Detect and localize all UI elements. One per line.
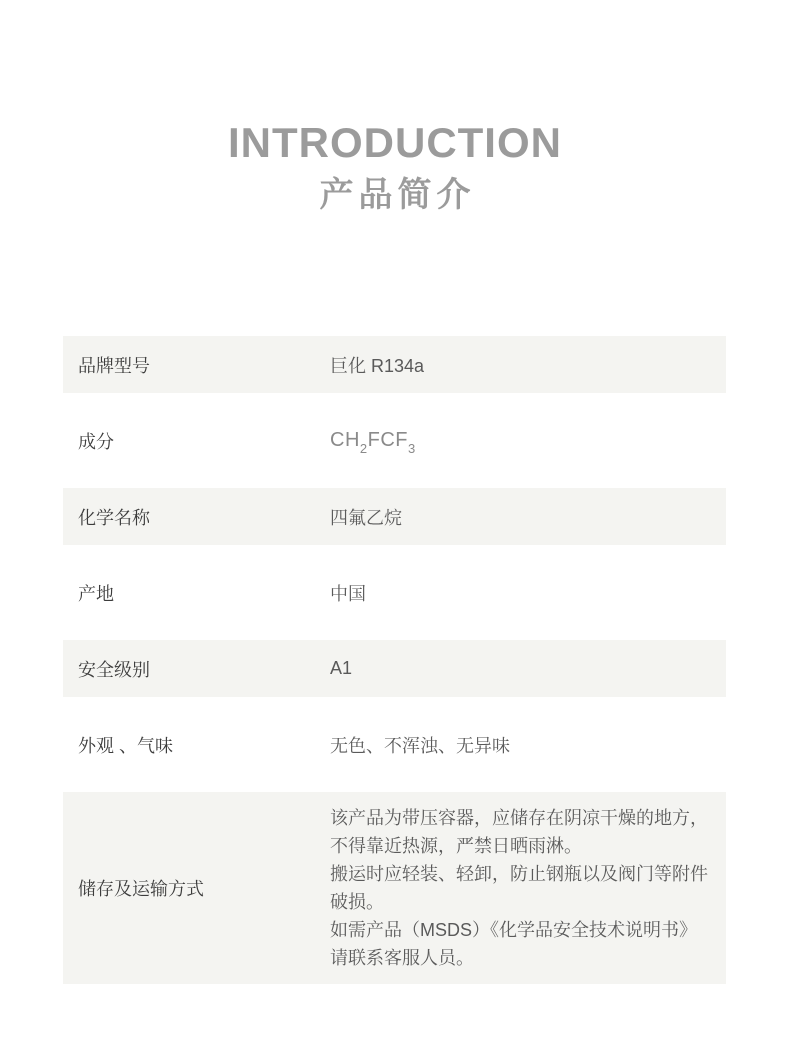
spec-row-appearance-odor xyxy=(63,697,726,792)
spec-value: 中国 xyxy=(330,583,366,604)
spec-table xyxy=(63,336,726,984)
spec-label: 化学名称 xyxy=(78,507,150,528)
page-title: INTRODUCTION xyxy=(228,119,562,166)
spec-row-safety-level xyxy=(63,640,726,697)
spec-row-chemical-name xyxy=(63,488,726,545)
spec-row-composition xyxy=(63,393,726,488)
formula-subscript: 2 xyxy=(359,441,368,456)
spec-label: 安全级别 xyxy=(78,659,150,680)
storage-note-line: 该产品为带压容器，应储存在阴凉干燥的地方， xyxy=(330,808,708,828)
storage-note-line: 不得靠近热源，严禁日晒雨淋。 xyxy=(330,836,582,856)
spec-value-storage-notes xyxy=(330,804,726,972)
storage-note-line: 如需产品（MSDS）《化学品安全技术说明书》 xyxy=(330,920,698,940)
spec-value: A1 xyxy=(330,658,353,678)
spec-value: 无色、不浑浊、无异味 xyxy=(330,735,510,756)
section-header xyxy=(0,0,790,215)
spec-row-storage-transport xyxy=(63,792,726,984)
spec-label: 成分 xyxy=(78,431,114,452)
storage-note-line: 搬运时应轻装、轻卸，防止钢瓶以及阀门等附件 xyxy=(330,864,708,884)
formula-subscript: 3 xyxy=(408,441,416,456)
spec-value-chemical-formula xyxy=(330,429,726,456)
spec-value: 巨化 R134a xyxy=(330,355,425,376)
formula-part: CH xyxy=(330,429,360,451)
spec-label: 储存及运输方式 xyxy=(78,879,204,899)
formula-part: FCF xyxy=(367,429,409,451)
spec-label: 产地 xyxy=(78,583,114,604)
storage-note-line: 请联系客服人员。 xyxy=(330,948,474,968)
spec-label: 外观 、气味 xyxy=(78,735,174,756)
spec-label: 品牌型号 xyxy=(78,355,150,376)
page-subtitle: 产品简介 xyxy=(319,176,476,214)
spec-row-origin xyxy=(63,545,726,640)
spec-row-brand-model xyxy=(63,336,726,393)
spec-value: 四氟乙烷 xyxy=(330,507,402,528)
storage-note-line: 破损。 xyxy=(330,892,384,912)
